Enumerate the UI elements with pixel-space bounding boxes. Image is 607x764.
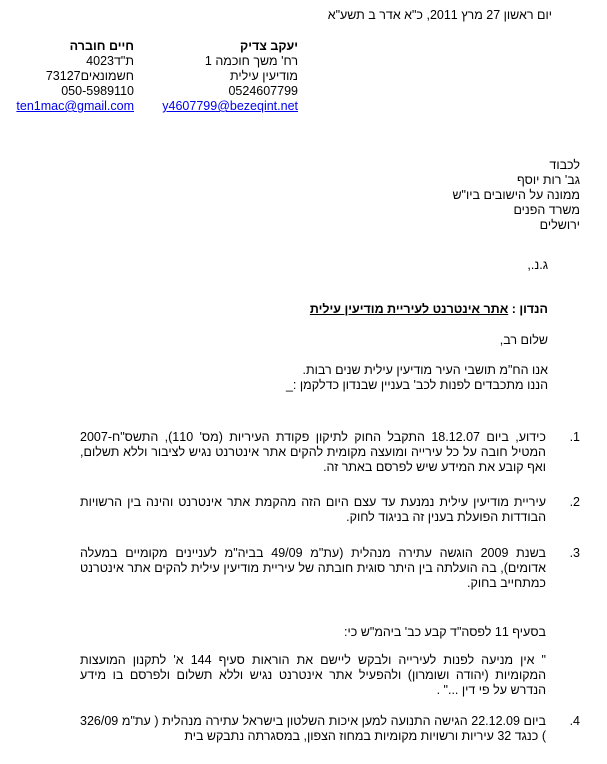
recipient-salutation: לכבוד <box>549 158 580 172</box>
intro-line: הננו מתכבדים לפנות לכב' בעניין שבנדון כדלקמן :_ <box>285 378 548 392</box>
subject-topic: אתר אינטרנט לעיריית מודיעין עילית <box>309 302 509 316</box>
sender-name: יעקב צדיק <box>240 39 298 53</box>
sender-contact-block-2 <box>0 39 134 114</box>
item-number: 4. <box>569 714 580 728</box>
sender-name: חיים חוברה <box>69 39 134 53</box>
item-text: עיריית מודיעין עילית נמנעת עד עצם היום הזה מהקמת אתר אינטרנט והינה בין הרשויות הבודדות הפועלת בענין זה בניגוד לחוק. <box>80 495 546 524</box>
recipient-block <box>280 158 580 233</box>
item-number: 3. <box>569 546 580 560</box>
intro-paragraph <box>128 363 548 393</box>
item-text: ביום 22.12.09 הגישה התנועה למען איכות השלטון בישראל עתירה מנהלית ( עת"מ 326/09 ) כנגד 32 עיריות ורשויות מקומיות במחוז הצפון, במסגרתה נתבקש בית <box>80 714 546 743</box>
ruling-quote: " אין מניעה לפנות לעירייה ולבקש ליישם את הוראות סעיף 144 א' לתקנון המועצות המקומיות (יהודה ושומרון) ולהפעיל אתר אינטרנט נגיש וללא תשלום ולפרסם בו מידע הנדרש על פי דין ..." . <box>80 653 546 697</box>
sender-address: ת"ד4023 <box>86 54 134 68</box>
sender-email-link[interactable]: ten1mac@gmail.com <box>16 99 134 113</box>
intro-line: אנו הח"מ תושבי העיר מודיעין עילית שנים רבות. <box>302 363 548 377</box>
item-number: 2. <box>569 495 580 509</box>
sender-phone: 0524607799 <box>228 84 298 98</box>
recipient-office: משרד הפנים <box>513 203 580 217</box>
subject-label: הנדון : <box>508 302 548 316</box>
sender-phone: 050-5989110 <box>61 84 134 98</box>
item-text: בשנת 2009 הוגשה עתירה מנהלית (עת"מ 49/09 בביה"מ לעניינים מקומיים במעלה אדומים), בה הועלתה בין היתר סוגית חובתה של עיריית מודיעין עילית להקים אתר אינטרנט כמתחייב בחוק. <box>80 546 547 590</box>
formal-greeting: ג.נ., <box>527 258 548 272</box>
subject-line <box>148 302 548 317</box>
date-line: יום ראשון 27 מרץ 2011, כ"א אדר ב תשע"א <box>327 8 552 22</box>
greeting: שלום רב, <box>499 333 548 347</box>
numbered-item-1 <box>80 430 580 475</box>
recipient-title: ממונה על הישובים ביו"ש <box>452 188 580 202</box>
sender-city: חשמונאים73127 <box>45 69 134 83</box>
item-number: 1. <box>569 430 580 444</box>
numbered-item-2 <box>80 495 580 525</box>
sender-email-link[interactable]: y4607799@bezeqint.net <box>162 99 298 113</box>
sender-address: רח' משך חוכמה 1 <box>204 54 298 68</box>
numbered-item-3 <box>80 546 580 591</box>
sender-city: מודיעין עילית <box>229 69 298 83</box>
item-text: כידוע, ביום 18.12.07 התקבל החוק לתיקון פקודת העיריות (מס' 110), התשס"ח-2007 המטיל חובה על כל עירייה ומועצה מקומית להקים אתר אינטרנט נגיש לציבור וללא תשלום, ואף קובע את המידע שיש לפרסם באתר זה. <box>80 430 546 474</box>
sender-contact-block-1 <box>128 39 298 114</box>
ruling-reference: בסעיף 11 לפסה"ד קבע כב' ביהמ"ש כי: <box>344 625 546 639</box>
recipient-city: ירושלים <box>539 218 580 232</box>
recipient-name: גב' רות יוסף <box>516 173 580 187</box>
numbered-item-4 <box>80 714 580 744</box>
